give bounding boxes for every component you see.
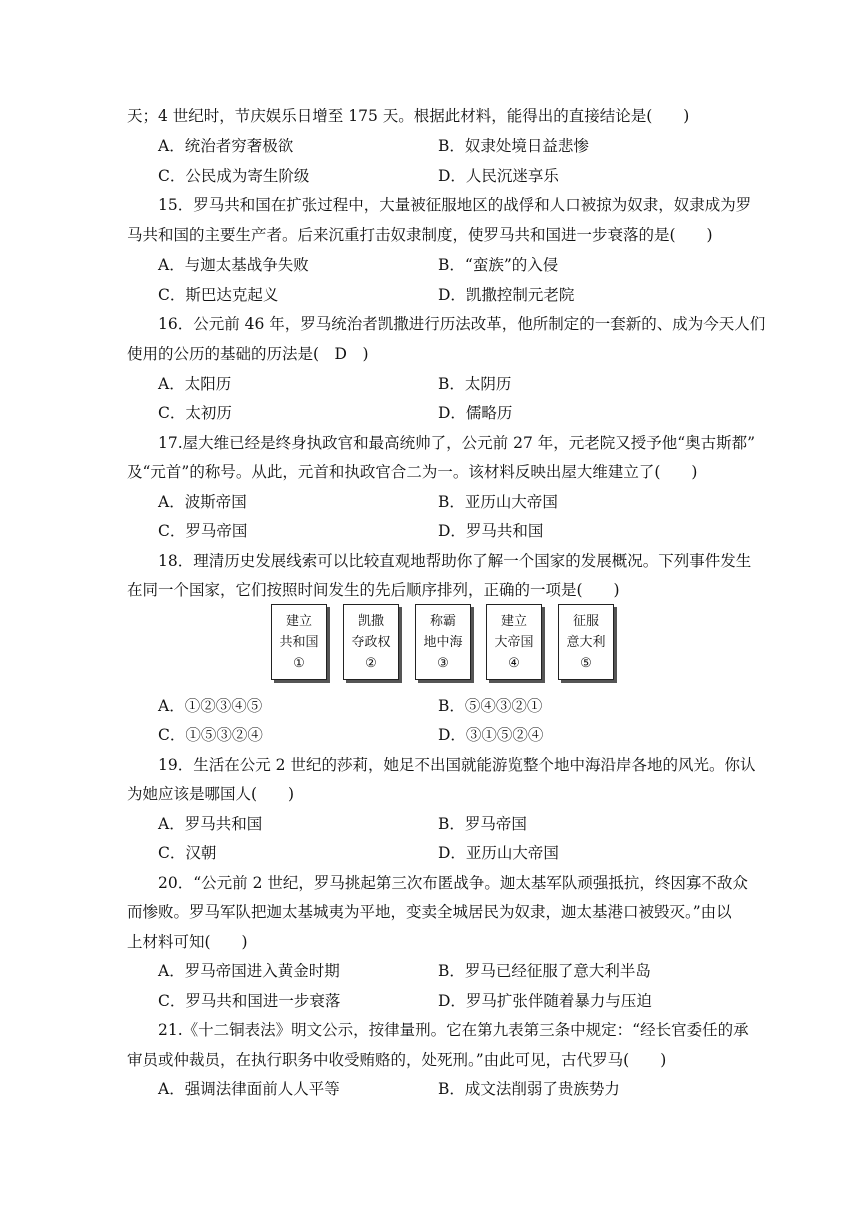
q17-stem-line1: 17.屋大维已经是终身执政官和最高统帅了，公元前 27 年，元老院又授予他“奥古斯都” [158, 434, 756, 452]
q15-option-b: B．“蛮族”的入侵 [438, 256, 559, 274]
q18-stem-line1: 18．理清历史发展线索可以比较直观地帮助你了解一个国家的发展概况。下列事件发生 [158, 552, 752, 570]
event-box-4 [486, 604, 542, 680]
q15-stem-line2: 马共和国的主要生产者。后来沉重打击奴隶制度，使罗马共和国进一步衰落的是( ) [127, 226, 713, 244]
q14-option-a: A．统治者穷奢极欲 [158, 137, 294, 155]
q14-option-c: C．公民成为寄生阶级 [158, 167, 310, 185]
q17-option-d: D．罗马共和国 [438, 522, 544, 540]
q20-stem-line3: 上材料可知( ) [127, 933, 248, 951]
q20-stem-line2: 而惨败。罗马军队把迦太基城夷为平地，变卖全城居民为奴隶，迦太基港口被毁灭。”由以 [127, 903, 732, 921]
q21-option-a: A．强调法律面前人人平等 [158, 1080, 340, 1098]
q19-stem-line2: 为她应该是哪国人( ) [127, 785, 295, 803]
q15-option-d: D．凯撒控制元老院 [438, 286, 575, 304]
q18-option-d: D．③①⑤②④ [438, 726, 544, 744]
q16-stem-line2: 使用的公历的基础的历法是( D ) [127, 345, 369, 363]
q15-option-a: A．与迦太基战争失败 [158, 256, 309, 274]
q18-option-c: C．①⑤③②④ [158, 726, 263, 744]
q21-option-b: B．成文法削弱了贵族势力 [438, 1080, 620, 1098]
event-box-1 [271, 604, 327, 680]
question-14-stem-tail: 天；4 世纪时，节庆娱乐日增至 175 天。根据此材料，能得出的直接结论是( ) [127, 107, 690, 125]
event-box-label: 大帝国 [494, 635, 534, 650]
q19-option-c: C．汉朝 [158, 844, 217, 862]
event-box-label: 建立 [285, 614, 312, 629]
event-box-label: 征服 [572, 614, 599, 629]
q17-option-c: C．罗马帝国 [158, 522, 248, 540]
q20-stem-line1: 20．“公元前 2 世纪，罗马挑起第三次布匿战争。迦太基军队顽强抵抗，终因寡不敌众 [158, 874, 748, 892]
q20-option-a: A．罗马帝国进入黄金时期 [158, 962, 340, 980]
q19-option-a: A．罗马共和国 [158, 815, 263, 833]
event-box-label: 建立 [500, 614, 527, 629]
event-box-number: ⑤ [580, 656, 592, 671]
q19-stem-line1: 19．生活在公元 2 世纪的莎莉，她足不出国就能游览整个地中海沿岸各地的风光。你认 [158, 756, 756, 774]
q18-option-a: A．①②③④⑤ [158, 697, 263, 715]
q16-stem-line1: 16．公元前 46 年，罗马统治者凯撒进行历法改革，他所制定的一套新的、成为今天人们 [158, 315, 766, 333]
q14-option-b: B．奴隶处境日益悲惨 [438, 137, 589, 155]
event-box-2 [343, 604, 399, 680]
event-box-5 [558, 604, 614, 680]
q21-stem-line1: 21.《十二铜表法》明文公示，按律量刑。它在第九表第三条中规定：“经长官委任的承 [158, 1021, 749, 1039]
q16-option-a: A．太阳历 [158, 375, 232, 393]
q17-option-a: A．波斯帝国 [158, 493, 247, 511]
q18-option-b: B．⑤④③②① [438, 697, 543, 715]
q18-stem-line2: 在同一个国家，它们按照时间发生的先后顺序排列，正确的一项是( ) [127, 581, 620, 599]
event-box-number: ③ [437, 656, 449, 671]
event-box-number: ④ [508, 656, 520, 671]
event-box-number: ① [293, 656, 305, 671]
event-box-number: ② [365, 656, 377, 671]
q16-option-b: B．太阴历 [438, 375, 512, 393]
q20-option-d: D．罗马扩张伴随着暴力与压迫 [438, 992, 652, 1010]
event-box-label: 共和国 [279, 635, 319, 650]
q15-option-c: C．斯巴达克起义 [158, 286, 279, 304]
event-box-label: 称霸 [429, 614, 456, 629]
q20-option-b: B．罗马已经征服了意大利半岛 [438, 962, 651, 980]
q21-stem-line2: 审员或仲裁员，在执行职务中收受贿赂的，处死刑。”由此可见，古代罗马( ) [127, 1051, 667, 1069]
q19-option-d: D．亚历山大帝国 [438, 844, 559, 862]
event-box-label: 地中海 [423, 635, 463, 650]
q20-option-c: C．罗马共和国进一步衰落 [158, 992, 341, 1010]
event-box-3 [415, 604, 471, 680]
event-box-label: 夺政权 [351, 635, 391, 650]
q16-option-c: C．太初历 [158, 404, 232, 422]
q17-stem-line2: 及“元首”的称号。从此，元首和执政官合二为一。该材料反映出屋大维建立了( ) [127, 463, 698, 481]
event-box-label: 凯撒 [357, 614, 384, 629]
q15-stem-line1: 15．罗马共和国在扩张过程中，大量被征服地区的战俘和人口被掠为奴隶，奴隶成为罗 [158, 196, 752, 214]
q16-option-d: D．儒略历 [438, 404, 513, 422]
event-box-label: 意大利 [566, 635, 606, 650]
q19-option-b: B．罗马帝国 [438, 815, 527, 833]
q17-option-b: B．亚历山大帝国 [438, 493, 558, 511]
q14-option-d: D．人民沉迷享乐 [438, 167, 559, 185]
